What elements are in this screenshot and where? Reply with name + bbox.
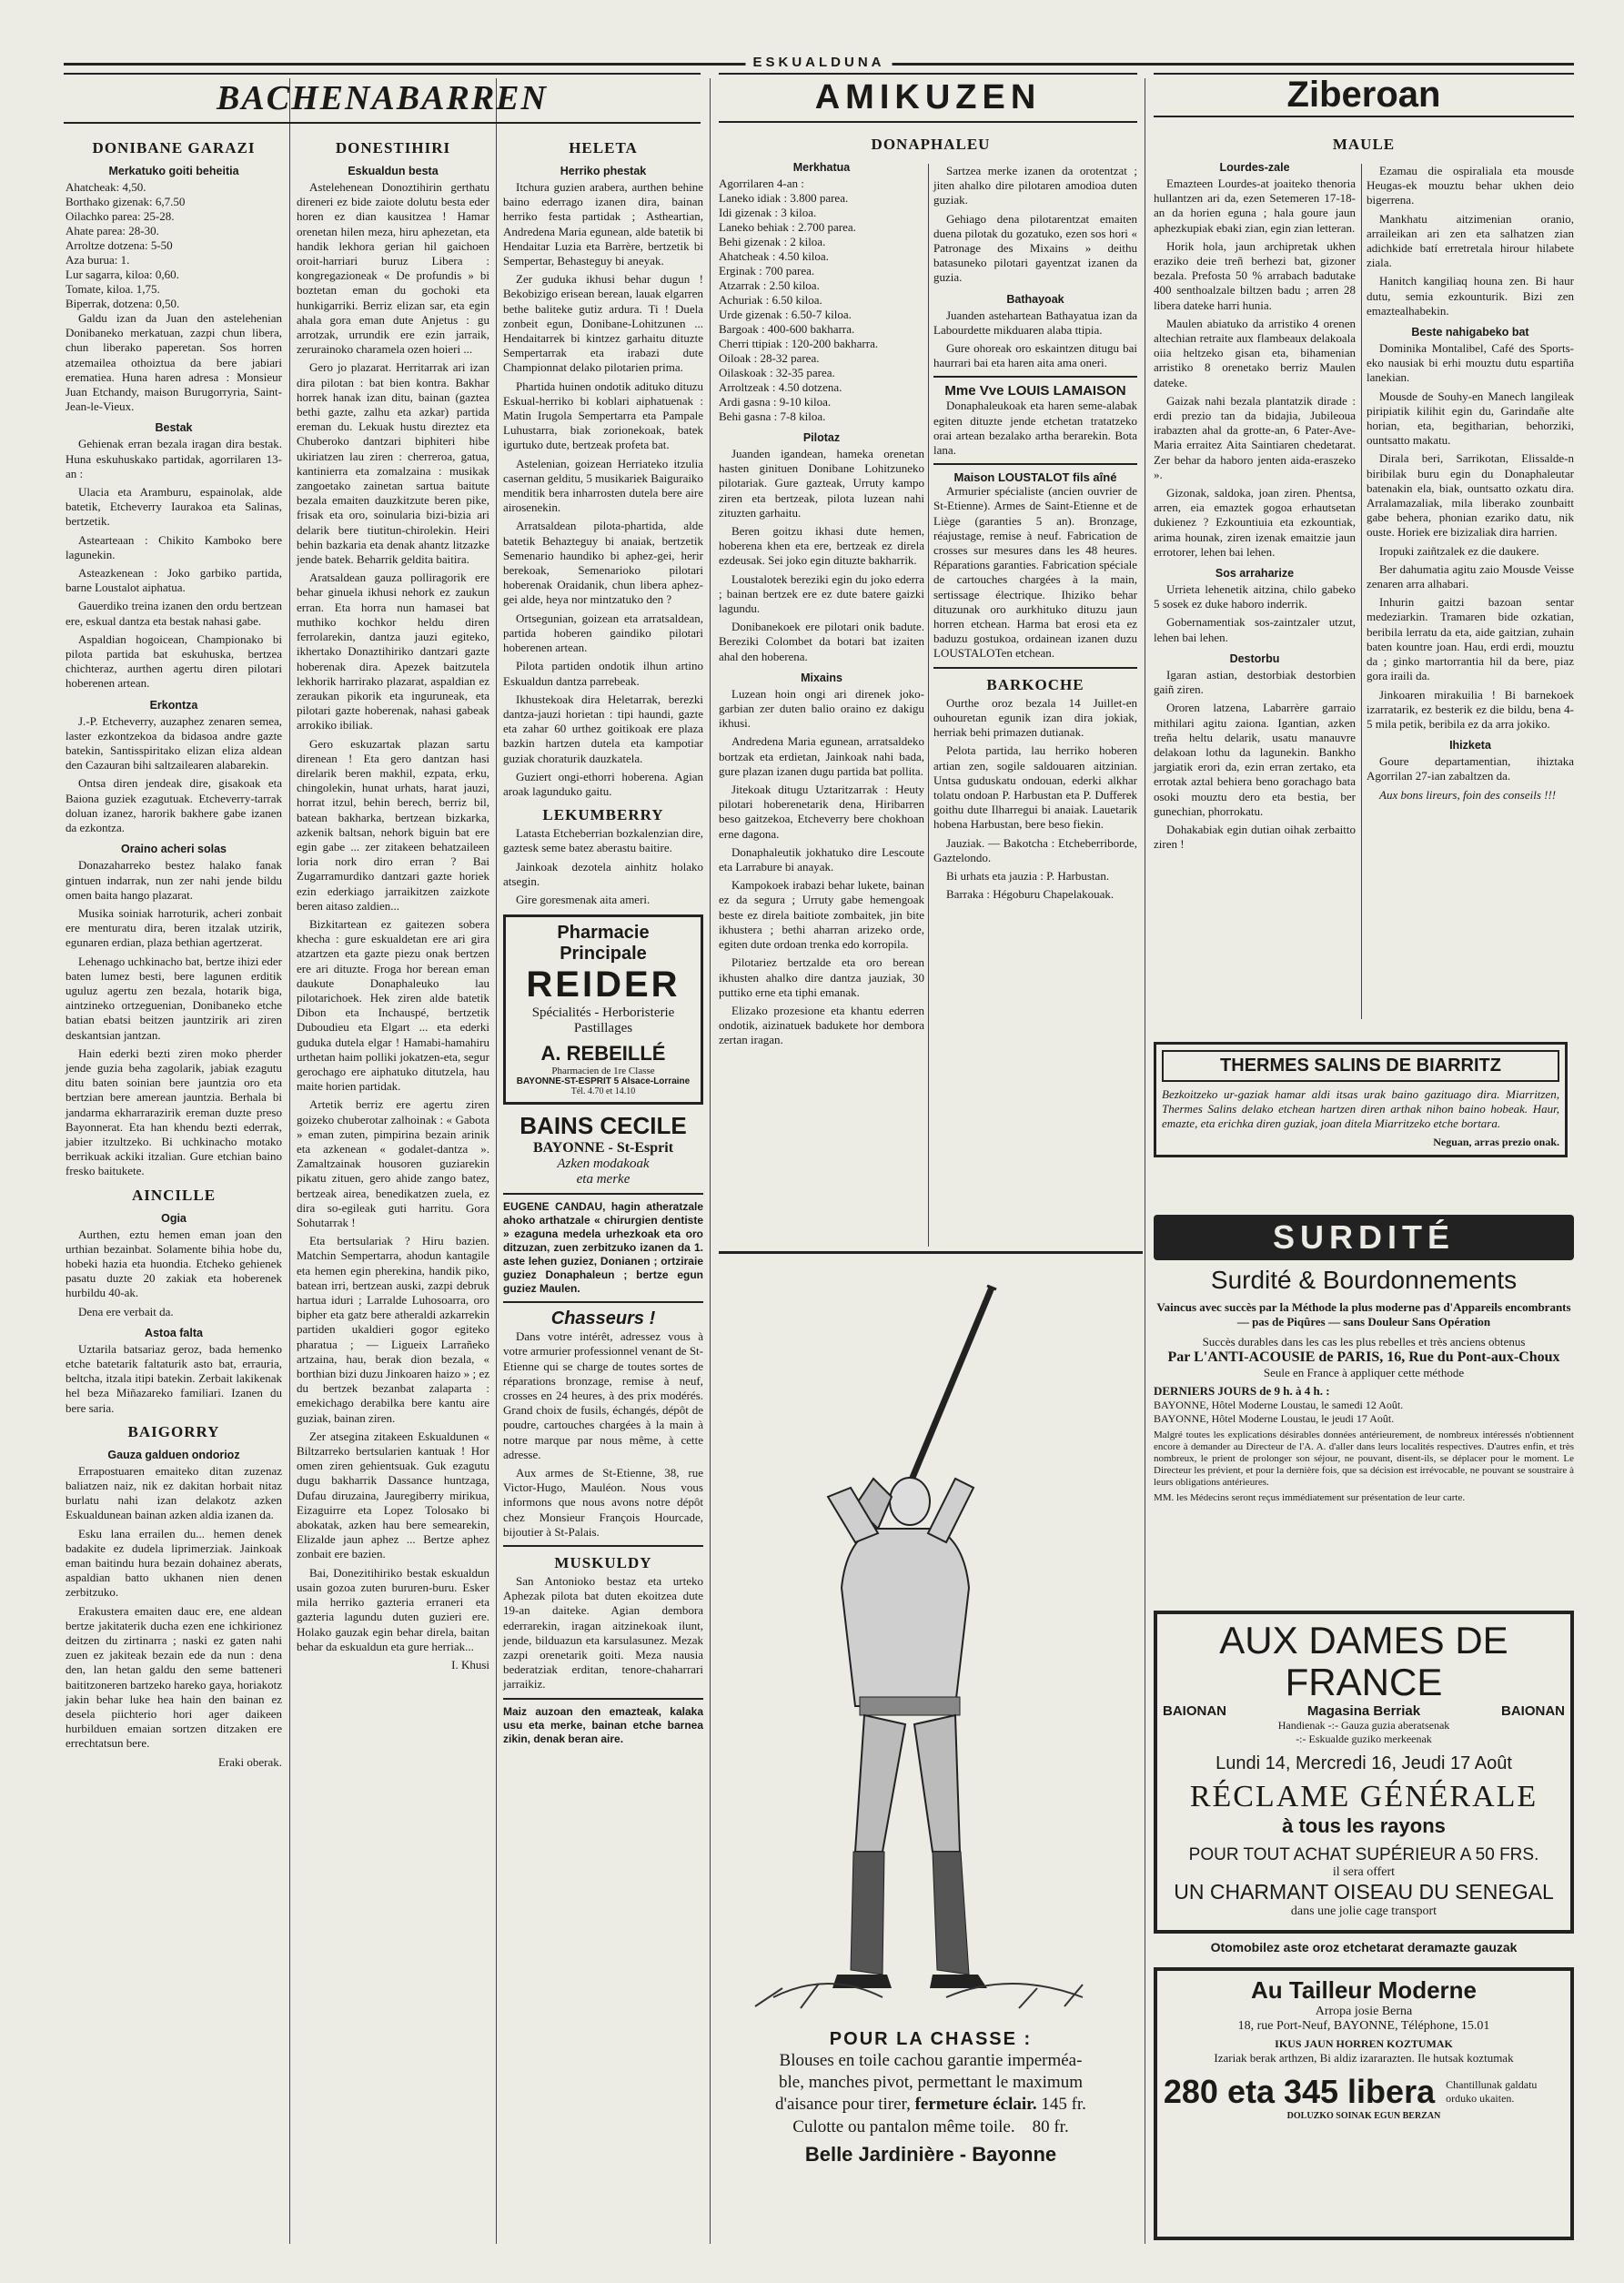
- price-item: Cherri ttipiak : 120-200 bakharra.: [719, 337, 879, 350]
- signature: I. Khusi: [451, 1657, 489, 1672]
- price-item: Lur sagarra, kiloa: 0,60.: [66, 268, 179, 281]
- paragraph: Mankhatu aitzimenian oranio, arraileikan ari zen eta salhatzen zian adichkide batí erretretala hirour hilabete ziala.: [1367, 211, 1574, 270]
- divider: [933, 376, 1137, 378]
- price-item: Tomate, kiloa. 1,75.: [66, 282, 160, 296]
- ad-line: DOLUZKO SOINAK EGUN BERZAN: [1286, 2111, 1441, 2121]
- ad-price-row: [1163, 2073, 1565, 2111]
- paragraph: Bai, Donezitihiriko bestak eskualdun usain gozoa zuten bururen-buru. Esker mila herriko gazteria erraneri eta gazteria lagundu duten guzieri ere. Holako gauzak egin behar direla, baitan behar da eskualdun eta gure herriak...: [297, 1565, 489, 1653]
- price-item: Oilachko parea: 25-28.: [66, 209, 175, 223]
- divider: [503, 1193, 703, 1195]
- subsection-title: Merkhatua: [792, 161, 851, 174]
- paragraph: Ororen latzena, Labarrère garraio mithilari agitu zaiona. Igantian, azken treña heltu delarik, usatu manauvre delakoan lothu da lagunekin. Bankho jargiatik erori da, ezin erran zertako, eta errotak aztal behiera beno gorachago bata osoki mouztu dero eta bestia, ber gunechian, phorrokatu.: [1154, 701, 1356, 818]
- ad-line: Neguan, arras prezio onak.: [1433, 1135, 1559, 1148]
- ad-price: 145 fr.: [1041, 2095, 1086, 2114]
- section-title: HELETA: [569, 139, 638, 157]
- paragraph: Astearteaan : Chikito Kamboko bere lagunekin.: [66, 532, 282, 561]
- divider: [719, 1251, 1143, 1254]
- ad-body: Malgré toutes les explications désirables données antérieurement, de nombreux intéressés n'obtiennent encore à demander au Directeur de l'A. A. d'aller dans leurs localités respectives. D'autres enfin, et très nombreux, le prient de prolonger son séjour, ne pouvant, disent-ils, se déplacer pour le moment. Le Directeur les prévient, et pour la dernière fois, que sa décision est irrévocable, ne pouvant se soustraire à leurs obligations antérieures.: [1154, 1429, 1574, 1488]
- price-item: Borthako gizenak: 6,7.50: [66, 195, 186, 208]
- paragraph: Inhurin gaitzi bazoan sentar medeziarkin. Tramaren bide ozkatian, beribila lerratu da eta, aide gaitzian, zuhain baten kountre joan. Hau, erdi erdi, mouztu da ; ginko martorrantia hil da bere, piaz gora iraili da.: [1367, 595, 1574, 683]
- column-rule: [1361, 164, 1362, 1019]
- region-header-ziberoan: [1154, 73, 1574, 123]
- paragraph: Dominika Montalibel, Café des Sports-eko nausiak bi erhi mouztu dutu espartiña lanekian.: [1367, 341, 1574, 385]
- paragraph: Sartzea merke izanen da orotentzat ; jiten ahalko dire pilotaren amodioa duten guziak.: [933, 164, 1137, 207]
- price-item: Bargoak : 400-600 bakharra.: [719, 322, 855, 336]
- ad-line: Handienak -:- Gauza guzia aberatsenak: [1277, 1719, 1450, 1732]
- price-item: Ahate parea: 28-30.: [66, 224, 159, 237]
- paragraph: Gure ohoreak oro eskaintzen ditugu bai haurrari bai eta haren aita ama oneri.: [933, 341, 1137, 370]
- ad-line: Belle Jardinière - Bayonne: [804, 2143, 1057, 2166]
- price-item: Biperrak, dotzena: 0,50.: [66, 297, 180, 310]
- ad-line: ble, manches pivot, permettant le maximum: [779, 2073, 1083, 2092]
- subsection-title: Bestak: [155, 421, 193, 435]
- ad-line: -:- Eskualde guziko merkeenak: [1296, 1732, 1432, 1745]
- ad-surdite: [1154, 1215, 1574, 1508]
- column-5: [1154, 132, 1396, 1042]
- signature: Eraki oberak.: [217, 1754, 282, 1769]
- paragraph: Errapostuaren emaiteko ditan zuzenaz baliatzen naiz, nik ez dakitan horbait nitaz burlatu nahi izan delakotz azken Eskualdunean bainan azken aldia izanen da.: [66, 1463, 282, 1522]
- ad-line: Spécialités - Herboristerie: [531, 1005, 675, 1021]
- paragraph: Juanden igandean, hameka orenetan hasten ginituen Donibane Lohitzuneko pilotariak. Gure gazteak, Urruty kampo ziren eta bertzeak, pilota luzean nahi zituzten garhaitu.: [719, 447, 924, 520]
- ad-text: BAIONAN: [1500, 1703, 1565, 1719]
- divider: [503, 1545, 703, 1547]
- ad-price: 280 eta 345 libera: [1163, 2073, 1436, 2110]
- divider: [503, 1698, 703, 1700]
- paragraph: Ikhustekoak dira Heletarrak, berezki dantza-jauzi horietan : tipi haundi, gazte eta zahar 60 urthez goitikoak ere plaza bazkin hartzen dutela eta kampotiar guziak choraturik dauzkatela.: [503, 692, 703, 765]
- ad-line: Succès durables dans les cas les plus rebelles et très anciens obtenus: [1202, 1335, 1526, 1349]
- ad-line: A. REBEILLÉ: [540, 1042, 666, 1066]
- paragraph: Galdu izan da Juan den astelehenian Donibaneko merkatuan, zazpi chun libera, chun liberako paperetan. Sos horren atzemailea othoiztua da bere jabiari erematiea. Huna haren adresa : Monsieur Juan Etchandy, maison Burugorryria, Saint-Jean-le-Vieux.: [66, 311, 282, 414]
- price-item: Arroltzeak : 4.50 dotzena.: [719, 380, 842, 394]
- price-item: Ahatcheak: 4,50.: [66, 180, 146, 194]
- ad-line: 18, rue Port-Neuf, BAYONNE, Téléphone, 15.01: [1237, 2019, 1490, 2033]
- paragraph: Ulacia eta Aramburu, espainolak, alde batetik, Etcheverry Iaurakoa eta Salinas, bertzetik.: [66, 485, 282, 529]
- paragraph: Eta bertsulariak ? Hiru bazien. Matchin Sempertarra, ahodun kantagile eta hemen egin pherekina, handik piko, batean irri, bertzean auski, zazpi debruk hartua iduri ; Larralde Luhosoarra, oro bipher eta gatz bere atheraldi azkarrekin partiden ukaldieri gogor egiteko pharatua ; — Ligueix Larrañeko artzaina, hau, berak dion bezala, « borthian bizi duzu Jinkoaren haizo » ; ez du bertzek bezanbat zalaparta : emekichago derabilka bere kantu aire guziak, bainan ziren.: [297, 1234, 489, 1425]
- paragraph: Hanitch kangiliaq houna zen. Bi haur dutu, semia ezkounturik. Bizi zen emaztealhabekin.: [1367, 274, 1574, 318]
- paragraph: Igaran astian, destorbiak destorbien gaiñ ziren.: [1154, 667, 1356, 697]
- subsection-title: Beste nahigabeko bat: [1411, 326, 1529, 339]
- paragraph: Jainkoak dezotela ainhitz holako atsegin.: [503, 859, 703, 888]
- price-item: Ardi gasna : 9-10 kiloa.: [719, 395, 832, 409]
- paragraph: Latasta Etcheberrian bozkalenzian dire, gaztesk seme batez aberastu baitire.: [503, 826, 703, 855]
- price-item: Behi gasna : 7-8 kiloa.: [719, 409, 826, 423]
- ad-loustalot-title: Maison LOUSTALOT fils aîné: [953, 470, 1117, 485]
- paragraph: Astelehenean Donoztihirin gerthatu direneri ez bide zaiote dolutu besta eder horen ez dian kausitzea ! Hamar orenetan hilen meza, hiru aphezetan, eta handik lekhora gerian hil gaichoen oroit-harriari buruz Libera : kongregazioneak « De profundis » bi boztetan eman du gochoki eta hunkigarriki. Berriz elizan sar, eta egin ahala gora eman dute Anjetus : gu arrotzak, urrundik ere ezin jarraik, zerurainoko charamela ozen hoieri ...: [297, 180, 489, 357]
- ad-text: Magasina Berriak: [1306, 1703, 1421, 1719]
- column-4b: [933, 164, 1137, 1251]
- price-item: Ahatcheak : 4.50 kiloa.: [719, 249, 829, 263]
- paragraph: Jinkoaren mirakuilia ! Bi barnekoek izarratarik, ez besterik ez die bildu, bena 4-5 mila petik, beribila ez da arra jokiko.: [1367, 687, 1574, 731]
- notice: Maiz auzoan den emazteak, kalaka usu eta merke, bainan etche barnea zikin, denak beran aire.: [503, 1704, 703, 1745]
- paragraph: Ezamau die ospiraliala eta mousde Heugas-ek mouztu behar ukhen deio bigerrena.: [1367, 164, 1574, 207]
- ad-subline: [1163, 1703, 1565, 1719]
- price-item: Laneko behiak : 2.700 parea.: [719, 220, 856, 234]
- ad-line: BAYONNE, Hôtel Moderne Loustau, le samedi 12 Août.: [1154, 1399, 1404, 1411]
- region-title: Ziberoan: [1154, 73, 1574, 117]
- subsection-title: Mixains: [801, 671, 842, 684]
- ad-line: Seule en France à appliquer cette méthode: [1263, 1366, 1465, 1379]
- paragraph: Armurier spécialiste (ancien ouvrier de St-Etienne). Armes de Saint-Etienne et de Liège (garanties 5 an). Bronzage, réajustage, remise à neuf. Fabrication de crosses sur mesures dans les 48 heures. Réparations garanties. Fabrication spéciale de cartouches chargées à la main, sertissage électrique. Ihiziko behar dituzunak oro aurkhituko dituzu jaun horren etchean. Harma bat erosi eta ez baduzu gostukoa, ordainean izanen duzu LOUSTALOTen etchean.: [933, 484, 1137, 661]
- ad-title: SURDITÉ: [1154, 1215, 1574, 1260]
- paragraph: Beren goitzu ikhasi dute hemen, hoberena khen eta ere, bertzeak ez direla ezdeusak. Sei joko egin dituzte bakharrik.: [719, 524, 924, 568]
- paragraph: Pelota partida, lau herriko hoberen artian zen, sogile saldouaren aitzinian. Untsa guduskatu ondouan, ederki alkhar tolatu ondoan P. Harbustan eta P. Dufferek goithu dute Ilharregui bi anaiak. Lauetarik hobena Harbustan, bere beso fiekin.: [933, 743, 1137, 832]
- paragraph: Barraka : Hégoburu Chapelakouak.: [946, 887, 1115, 902]
- ad-title: Au Tailleur Moderne: [1251, 1976, 1477, 2004]
- subsection-title: Astoa falta: [145, 1326, 203, 1339]
- paragraph: Guziert ongi-ethorri hoberena. Agian aroak lagunduko gaitu.: [503, 769, 703, 798]
- ad-line: BAYONNE - St-Esprit: [532, 1140, 674, 1157]
- paragraph: Erakustera emaiten dauc ere, ene aldean bertze jakitaterik ducha ezen ene ichkirionez deitzen du zirtinarra ; naski ez gaten nahi zuen ez jakiteak bezain ede da nun : dena den, lan hetan galdu den seme batteneri baititzoneren bartzeko hareko gaya, horiakotz jakin behar luke hea hain den bainan ez desela piichterio hori ager daikeen hurbilduen emaian sortzen ditzaken ere errechtatsun bere.: [66, 1603, 282, 1751]
- ad-headline: Surdité & Bourdonnements: [1210, 1266, 1518, 1294]
- subsection-title: Ogia: [161, 1211, 187, 1225]
- section-title: MUSKULDY: [554, 1553, 652, 1571]
- column-2: [297, 132, 489, 2252]
- ad-line: POUR TOUT ACHAT SUPÉRIEUR A 50 FRS.: [1188, 1845, 1539, 1864]
- ad-line: Tél. 4.70 et 14.10: [570, 1086, 636, 1097]
- column-3: [503, 132, 703, 2252]
- paragraph: Bi urhats eta jauzia : P. Harbustan.: [946, 868, 1110, 883]
- region-title: BACHENABARREN: [64, 73, 701, 124]
- subsection-title: Pilotaz: [802, 431, 841, 444]
- paragraph: Phartida huinen ondotik adituko dituzu Eskual-herriko bi koblari aiphatuenak : Matin Irugola Sempertarra eta Pampale Luhustarra, biak zorionekoak, batek igurtuko dute, bertzeak profeta bat.: [503, 379, 703, 452]
- ad-line: [719, 2116, 1143, 2139]
- paragraph: Kampokoek irabazi behar lukete, bainan ez da segura ; Urruty gabe hemengoak beste ez direla baitiote zombaitek, jin bite ikhustera ; bethi aharran arizeko orde, egiten dute ordoan trenka edo korropila.: [719, 878, 924, 952]
- paragraph: Hain ederki bezti ziren moko pherder jende guzia beha zagolarik, jabiak ezagutu ditu baten soinian bere jauntzia oro eta bertzian bere amerean jauntzia. Berhala bi jandarma ekharrarazirik ereman duzte preso Bayonnerat. Eta han khendu bezti ederrak, jabier itzultzeko. Bi uchkinacho motako berrikuak ackiki itzalian. Gure etchian baino fresko baitukete.: [66, 1046, 282, 1178]
- paragraph: Gizonak, saldoka, joan ziren. Phentsa, arren, eia emaztek gogoa erhautsetan dukienez ? Ezkountiuia eta ezkountiak, arima hounak, ziren izenak emaitzie jaun errotorer, lehen bai lehen.: [1154, 486, 1356, 559]
- ad-line: BAINS CECILE: [519, 1112, 687, 1140]
- paragraph: Elizako prozesione eta khantu ederren ondotik, aizinatuek badukete hor dembora zertan iragan.: [719, 1003, 924, 1047]
- column-4: [719, 132, 991, 1251]
- paragraph: Gaizak nahi bezala plantatzik dirade : erdi prezio tan da bidajia, Jubileoua irabazten ahal da grotte-an, 6 Pater-Ave-Maria erraitez Aita Saintiaren chedetarat. Zer behar da haboro jenten aida-eraszeko ».: [1154, 393, 1356, 481]
- ad-belle-jardiniere: [719, 2029, 1143, 2167]
- paragraph: Dirala beri, Sarrikotan, Elissalde-n biribilak buru egin du Donaphaleutar batenakin ela, biak, ountsatto ozkatu dira. Arralamazaliak, mila liberako zounbaitt gabe behera, phonian ezariko datu, nik ouste. Horiek ere bizizaliak dira harrien.: [1367, 451, 1574, 540]
- price-item: Achuriak : 6.50 kiloa.: [719, 293, 822, 307]
- paragraph: Lehenago uchkinacho bat, bertze ihizi eder baten lumez besti, bere lagunen erditik uguluz agertu zen bezala, hotarik biga, aintzineko ortzeguenian, Donibaneko etche batian ebatsi beitzen jauntzirik ari ziren deskantsian jantzan.: [66, 954, 282, 1042]
- paragraph: Zer guduka ikhusi behar dugun ! Bekobizigo erisean berean, lauak elgarren bethe baliteke gutiz ardura. Ti ! Duela zonbeit egun, Donibane-Lohitzunen ... Hendaitarrek bi kintzez garhaitu dituzte Sempertarrak eta irabazi dute Championnat delako pilotarien prima.: [503, 272, 703, 375]
- paragraph: Maulen abiatuko da arristiko 4 orenen altechian retraite aux flambeaux delakoala oiia heltzeko gisan eta, bihamenian arristiko 8 orenetako berriz Maulen dateke.: [1154, 316, 1356, 389]
- paragraph: Gero eskuzartak plazan sartu direnean ! Eta gero dantzan hasi direlarik beren makhil, ezpata, erku, chingolekin, hunat urhats, harat jauzi, horrat itzul, behin berech, berriz bil, batean bakharka, bertzean bizkarka, azkenik baltsan, nehork biguin bat ere egin gabe ... zer zitakeen behatzaileen loria nork diro erran ? Bai Zugarramurdiko dantzari gazte horiek ezin ederkiago jarraikitzen zaizkote beren aitaso zaldien...: [297, 736, 489, 913]
- ad-line: dans une jolie cage transport: [1290, 1904, 1437, 1918]
- paragraph: Emazteen Lourdes-at joaiteko thenoria hullantzen ari da, ezen Setemeren 17-18-an da horien eguna ; hala goure jaun aphezkupiak ebaki zian, egin zian letteran.: [1154, 177, 1356, 235]
- price-item: Agorrilaren 4-an :: [719, 177, 804, 190]
- paragraph: Ortsegunian, goizean eta arratsaldean, partida hoberen gaindiko pilotari hoberenen artean.: [503, 611, 703, 655]
- price-list: [719, 177, 924, 424]
- column-rule: [710, 78, 711, 2244]
- paragraph: Arratsaldean pilota-phartida, alde batetik Behazteguy bi anaiak, bertzetik Semenario haundiko bi aphez-gei, herir berekoak, Semenarioko pilotari hoberenak Oraidanik, chun libera aphez-gei alde, heya nor mintzatuko den ?: [503, 519, 703, 607]
- ad-line: Blouses en toile cachou garantie imperméa-: [779, 2051, 1083, 2070]
- paragraph: Goure departamentian, ihiztaka Agorrilan 27-ian zabaltzen da.: [1367, 754, 1574, 783]
- subsection-title: Destorbu: [1229, 652, 1280, 665]
- price-item: Urde gizenak : 6.50-7 kiloa.: [719, 308, 852, 321]
- ad-line: Pharmacien de 1re Classe: [551, 1066, 655, 1077]
- paragraph: Gire goresmenak aita ameri.: [516, 892, 651, 906]
- ad-line: Par L'ANTI-ACOUSIE de PARIS, 16, Rue du Pont-aux-Choux: [1167, 1349, 1560, 1365]
- ad-line: Azken modakoak: [557, 1157, 650, 1172]
- price-item: Erginak : 700 parea.: [719, 264, 815, 278]
- ad-line: [719, 2094, 1143, 2116]
- ad-line: Izariak berak arthzen, Bi aldiz izararazten. Ile hutsak koztumak: [1214, 2051, 1514, 2065]
- ad-thermes-salins: [1154, 1042, 1568, 1157]
- paragraph: Dans votre intérêt, adressez vous à votre armurier professionnel venant de St-Etienne qui se charge de toutes sortes de réparations bronzage, remise à neuf, crosses en 24 heures, à des prix modérés. Grand choix de fusils, échangés, dépôt de poudre, cartouches chargées à la main à notre marque par nous même, à cette adresse.: [503, 1329, 703, 1461]
- section-title: MAULE: [1332, 136, 1396, 153]
- ad-line: eta merke: [576, 1172, 630, 1187]
- ad-bains-cecile: [503, 1112, 703, 1187]
- paragraph: Aux bons lireurs, foin des conseils !!!: [1379, 787, 1557, 802]
- paragraph: Donazaharreko bestez halako fanak gintuen indarrak, nun zer nahi jende bildu omen baita hango plazarat.: [66, 858, 282, 902]
- paragraph: Aurthen, eztu hemen eman joan den urthian bezainbat. Solamente bihia hobe du, hobeki hazia eta huondia. Etcheko gehienek pasatu duzte 20 zakiak eta hoberenek hurbildu 40-ak.: [66, 1227, 282, 1300]
- paragraph: Bizkitartean ez gaitezen sobera khecha : gure eskualdetan ere ari gira atzartzen eta gazte piezu onak bertzen ere ari dituzte. Froga hor berean eman daukute Donaphaleuko lau pilotarichoek. Hek ziren alde batetik Dibon eta Inchauspé, bertzetik Duboudieu eta Elgart ... eta ederki guduka dutela elgar ! Hamabi-hamahiru urthetan haim polliki jokatzen-eta, segur gerochago ere aiphatuko ditutzela, hau maite horien partidak.: [297, 916, 489, 1094]
- price-item: Laneko idiak : 3.800 parea.: [719, 191, 849, 205]
- section-title: LEKUMBERRY: [542, 806, 664, 824]
- ad-line: Vaincus avec succès par la Méthode la plus moderne pas d'Appareils encombrants — pas de Piqûres — sans Douleur Sans Opération: [1156, 1300, 1571, 1328]
- column-rule: [928, 164, 929, 1247]
- paragraph: Luzean hoin ongi ari direnek joko-garbian zer duten balio oraino ez dakigu ikhusi.: [719, 686, 924, 731]
- paragraph: Aux armes de St-Etienne, 38, rue Victor-Hugo, Mauléon. Nous vous informons que nous avons notre dépôt chez Monsieur François Hourcade, bijoutier à St-Palais.: [503, 1465, 703, 1539]
- paragraph: Itchura guzien arabera, aurthen behine baino ederrago izanen dira, bainan herriko festa partidak ; Astheartian, Andredena Maria egunean, alde batetik bi Hendaitar Luzia eta Barrère, bertzetik bi Sempertar, Behasteguy bi aneyak.: [503, 180, 703, 268]
- price-item: Behi gizenak : 2 kiloa.: [719, 235, 826, 248]
- paragraph: Artetik berriz ere agertu ziren goizeko chuberotar zalhoinak : « Gabota » eman zuten, pimpirina bezain arinik eta azkenean « godalet-dantza ». Zamaltzainak housoren guziarekin pikatu zituen, gero ahide zango batez, bertzeak airea, benedikatzen zuela, ez dira so-egileak guti harritu. Gora Sohutarrak !: [297, 1097, 489, 1230]
- paragraph: Pilota partiden ondotik ilhun artino Eskualdun dantza parrebeak.: [503, 659, 703, 688]
- subsection-title: Eskualdun besta: [348, 165, 439, 177]
- ad-aux-dames-de-france: [1154, 1611, 1574, 1934]
- price-item: Idi gizenak : 3 kiloa.: [719, 206, 817, 219]
- price-item: Oiloak : 28-32 parea.: [719, 351, 820, 365]
- ad-text: BAIONAN: [1163, 1703, 1226, 1719]
- subsection-title: Erkontza: [149, 698, 198, 712]
- paragraph: Gehiago dena pilotarentzat emaiten duena pilotak du gozatuko, ezen sos hori « Patronage des Mixains » deithu batasuneko pilotari gayentzat izanen da guzia.: [933, 211, 1137, 285]
- paragraph: Aspaldian hogoicean, Championako bi pilota partida bat eskuhuska, bertzea chichteraz, aurthen agertu diren pilotari hoberenen artean.: [66, 631, 282, 691]
- ad-line: UN CHARMANT OISEAU DU SENEGAL: [1174, 1880, 1554, 1904]
- paragraph: Dena ere verbait da.: [78, 1304, 174, 1318]
- ad-text: d'aisance pour tirer,: [775, 2095, 911, 2114]
- ad-title: THERMES SALINS DE BIARRITZ: [1162, 1050, 1559, 1082]
- paragraph: Gauerdiko treina izanen den ordu bertzean ere, eskual dantza eta bestak nahasi gabe.: [66, 599, 282, 628]
- ad-line: il sera offert: [1332, 1865, 1396, 1879]
- ad-dames-footer: Otomobilez aste oroz etchetarat deramazte gauzak: [1210, 1940, 1518, 1955]
- paragraph: Ourthe oroz bezala 14 Juillet-en ouhouretan egunik izan dira jokiak, herriak behi primazen dutianak.: [933, 695, 1137, 740]
- section-title: DONAPHALEU: [871, 136, 991, 153]
- ad-text: fermeture éclair.: [914, 2095, 1037, 2114]
- hunter-illustration: [719, 1269, 1146, 2015]
- paragraph: Mousde de Souhy-en Manech langileak piripiatik kilihit egin du, Garindañe alte horian, eta, begitharian, behorziki, ountsatto makatu.: [1367, 389, 1574, 448]
- subsection-title: Oraino acheri solas: [120, 843, 227, 856]
- divider: [933, 667, 1137, 669]
- paragraph: Gero jo plazarat. Herritarrak ari izan dira pilotan : bat bien kontra. Bakhar horrek hanak izan ditu, bainan (gaztea bethi gazte, zalhu eta azkar) partida ereman du. Lekuak hustu direztez eta Chuberoko dantzari biphiteri hibe ukiriatzen lau ziren : cherreroa, gatua, kantinierra eta zomalzaina : musikak zangoetako zainetan sartua baitute bezala emaiten dauzkitzute beren pike, frisak eta oro, soinularia bizi-bizia ari delarik bere tiutitun-chirolekin. Heiri behin bazkaria eta denak ahantz litzazke jende batek. Beharrik geldita baitira.: [297, 360, 489, 567]
- paragraph: Donibanekoek ere pilotari onik badute. Bereziki Colombet da botari bat izaiten ahal den hoberena.: [719, 620, 924, 663]
- ad-line: Chantillunak galdatu orduko ukaiten.: [1446, 2078, 1538, 2105]
- paragraph: Donaphaleutik jokhatuko dire Lescoute eta Larrabure bi anayak.: [719, 844, 924, 874]
- paragraph: Ontsa diren jendeak dire, gisakoak eta Baiona guziek ezagutuak. Etcheverry-tarrak doluan izanez, harorik bakhere gabe izanen da ezkontza.: [66, 776, 282, 835]
- masthead: [64, 56, 1574, 69]
- region-header-bachenabarren: [64, 73, 701, 129]
- paragraph: Asteazkenean : Joko garbiko partida, barne Loustalot aiphatua.: [66, 566, 282, 595]
- subsection-title: Lourdes-zale: [1219, 161, 1290, 174]
- ad-line: Lundi 14, Mercredi 16, Jeudi 17 Août: [1215, 1753, 1512, 1773]
- column-1: [66, 132, 282, 2252]
- paragraph: Aratsaldean gauza polliragorik ere behar ginuela ikhusi nehork ez zaukun erran. Eta horra nun hamasei bat muthiko kochkor heldu diren ferrolarekin, dantza jauzi egiteko, ikhertako Donaztihiriko dantzari gazte hoberenak dira. Apezek baitzutela lekhorik harrirako plazarat, aspaldian ez zeraukan pikorik eta inguruneak, eta pilotari gazte hoberenak, nahasi gabeak arrokiko ibiliak.: [297, 571, 489, 732]
- paragraph: Gehienak erran bezala iragan dira bestak. Huna eskuhuskako partidak, agorrilaren 13-an :: [66, 437, 282, 480]
- ad-candau: EUGENE CANDAU, hagin atheratzale ahoko arthatzale « chirurgien dentiste » ezaguna medela urhezkoak eta oro ditzuzan, zuen zerbitzuko izanen da 1. aste lehen guziez, Donianen ; ortziraie guziez Donaphaleun ; bertze egun guziez Maulen.: [503, 1200, 703, 1296]
- price-item: Oilaskoak : 32-35 parea.: [719, 366, 835, 379]
- ad-headline: RÉCLAME GÉNÉRALE: [1189, 1780, 1538, 1813]
- ad-body: MM. les Médecins seront reçus immédiatement sur présentation de leur carte.: [1154, 1492, 1466, 1503]
- ad-line: BAYONNE-ST-ESPRIT 5 Alsace-Lorraine: [516, 1076, 691, 1087]
- paragraph: Astelenian, goizean Herriateko itzulia casernan gelditu, 5 musikariek Baiguraiko menditik bera inharrosten dutela bere aire airosenekin.: [503, 456, 703, 515]
- subsection-title: Sos arraharize: [1215, 567, 1295, 581]
- paragraph: San Antonioko bestaz eta urteko Aphezak pilota bat duten ekoitzea dute 19-an daiteke. Agian dembora ederrarekin, iragan aitzinekoak ilunt, jende, bilduazun eta karsulasunez. Mezak zazpi orenetarik goiti. Meza nausia bederatziak erditan, tenore-chaharrari jarraikiz.: [503, 1573, 703, 1692]
- ad-line: DERNIERS JOURS de 9 h. à 4 h. :: [1154, 1384, 1330, 1398]
- paragraph: Andredena Maria egunean, arratsaldeko bortzak eta erdietan, Jainkoak nahi bada, gure plazan izanen dugu partida bat pollita.: [719, 734, 924, 778]
- ad-lamaison-title: Mme Vve LOUIS LAMAISON: [944, 383, 1126, 399]
- paragraph: Pilotariez bertzalde eta oro berean ikhusten ahalko dire dantza jauziak, 30 puttiko erne eta tiphi emanak.: [719, 955, 924, 999]
- subsection-title: Herriko phestak: [560, 165, 647, 177]
- price-item: Arroltze dotzena: 5-50: [66, 238, 173, 252]
- ad-line: IKUS JAUN HORREN KOZTUMAK: [1275, 2037, 1453, 2050]
- paragraph: Esku lana errailen du... hemen denek badakite ez dudela liprimerziak. Jainkoak eman baitindu hura bezain dohainez aberats, aspaldian batto ukhanen nien denen zerbitzuko.: [66, 1526, 282, 1600]
- column-rule: [496, 78, 497, 2244]
- column-rule: [289, 78, 290, 2244]
- subsection-title: Gauza galduen ondorioz: [107, 1448, 240, 1461]
- paragraph: Zer atsegina zitakeen Eskualdunen « Biltzarreko bertsularien kantuak ! Hor omen ziren gehientsuak. Guk ezagutu dugu bakharrik Dassance huntzaga, Dufau diruzaina, Jauregiberry mirikua, Eizaguirre eta Lopez Tolosako bi abokatak, azken hau bere semearekin, Elizalde jaun aphez ... Bertze aphez zonbait ere bazien.: [297, 1429, 489, 1561]
- column-5b: [1367, 164, 1574, 1042]
- price-item: Atzarrak : 2.50 kiloa.: [719, 278, 820, 292]
- ad-line: à tous les rayons: [1282, 1814, 1446, 1837]
- section-title: BAIGORRY: [127, 1422, 220, 1440]
- subsection-title: Merkatuko goiti beheitia: [108, 165, 239, 177]
- section-title: AINCILLE: [131, 1186, 217, 1204]
- paragraph: Uztarila batsariaz geroz, bada hemenko etche batetarik faltaturik asto bat, errauria, beltcha, itzala itipi batekin. Zerbait lakikenak hel beza Miñazareko familiari. Izanen du bere saria.: [66, 1341, 282, 1415]
- section-title: DONESTIHIRI: [335, 139, 451, 157]
- ad-pharmacie-reider: [503, 914, 703, 1105]
- paragraph: Loustalotek bereziki egin du joko ederra ; bainan bertzek ere ez dute batere gaizki lagundu.: [719, 571, 924, 616]
- ad-title: POUR LA CHASSE :: [829, 2029, 1033, 2049]
- region-title: AMIKUZEN: [719, 73, 1137, 123]
- ad-line: REIDER: [526, 965, 681, 1005]
- ad-chasseurs-title: Chasseurs !: [550, 1308, 656, 1329]
- ad-line: Pharmacie Principale: [557, 923, 650, 965]
- subsection-title: Ihizketa: [1449, 739, 1491, 753]
- paragraph: Jitekoak ditugu Uztaritzarrak : Heuty pilotari hoberenetarik dena, Hiribarren beso gaitzekoa, Etcheverry bere chokhoan erne dagona.: [719, 783, 924, 841]
- paragraph: Ber dahumatia agitu zaio Mousde Veisse zenaren arra alhabari.: [1367, 561, 1574, 591]
- ad-text: Culotte ou pantalon même toile.: [792, 2117, 1015, 2137]
- section-title: BARKOCHE: [986, 675, 1084, 693]
- paragraph: Urrieta lehenetik aitzina, chilo gabeko 5 sosek ez duke haboro inderrik.: [1154, 582, 1356, 611]
- region-header-amikuzen: [719, 73, 1137, 128]
- masthead-title: ESKUALDUNA: [746, 55, 893, 70]
- ad-tailleur-moderne: [1154, 1967, 1574, 2240]
- ad-line: Arropa josie Berna: [1315, 2005, 1413, 2018]
- paragraph: J.-P. Etcheverry, auzaphez zenaren semea, laster ezkontzekoa da bidasoa andre gazte batekin, Santisspiritako elizan eliza aldean den Cazauran bihi saltzailearen alabarekin.: [66, 713, 282, 773]
- ad-line: Pastillages: [573, 1021, 633, 1036]
- ad-body: Bezkoitzeko ur-gaziak hamar aldi itsas urak baino gazituago dira. Miarritzen, Thermes Salins delako etchean hartzen diren arthak nihon baino hobeak. Haur, emazte, eta erichka diren guziak, joan ditela Miarritzeko etche bortara.: [1162, 1087, 1559, 1131]
- paragraph: Juanden astehartean Bathayatua izan da Labourdette mikduaren alaba ttipia.: [933, 308, 1137, 337]
- ad-price: 80 fr.: [1032, 2117, 1069, 2137]
- divider: [933, 463, 1137, 465]
- paragraph: Dohakabiak egin dutian oihak zerbaitto ziren !: [1154, 822, 1356, 852]
- divider: [503, 1301, 703, 1303]
- subsection-title: Bathayoak: [1006, 292, 1064, 306]
- price-item: Aza burua: 1.: [66, 253, 130, 267]
- section-title: DONIBANE GARAZI: [92, 139, 256, 157]
- price-list: [66, 180, 282, 311]
- paragraph: Gobernamentiak sos-zaintzaler utzut, lehen bai lehen.: [1154, 615, 1356, 644]
- paragraph: Iropuki zaiñtzalek ez die daukere.: [1379, 543, 1539, 558]
- ad-title: AUX DAMES DE FRANCE: [1219, 1619, 1508, 1703]
- paragraph: Horik hola, jaun archipretak ukhen eraziko deie treñ berhezi bat, gizoner bezala. Prefosta 50 % arrabach badutake 400 senthoalzale biltzen badu ; arren 28 libera dateke harri hunia.: [1154, 238, 1356, 312]
- paragraph: Musika soiniak harroturik, acheri zonbait ere menturatu dira, beren itzalak utzirik, egunaren erdian, plaza bethian agertzerat.: [66, 905, 282, 950]
- ad-line: BAYONNE, Hôtel Moderne Loustau, le jeudi 17 Août.: [1154, 1412, 1395, 1425]
- paragraph: Donaphaleukoak eta haren seme-alabak egiten dituzte jende etchetan tratatzeko orai artean bezalako artha berarekin. Bota lana.: [933, 399, 1137, 458]
- paragraph: Jauziak. — Bakotcha : Etcheberriborde, Gaztelondo.: [933, 835, 1137, 864]
